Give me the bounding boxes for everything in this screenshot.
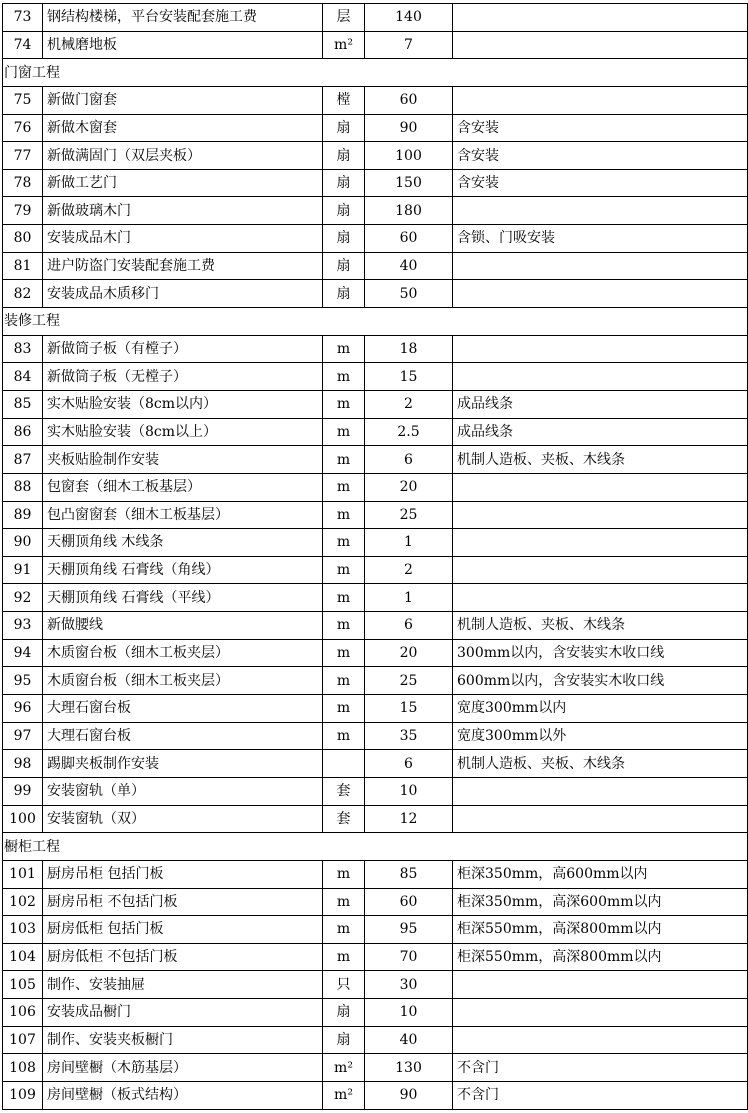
item-number-cell[interactable]: 76 [3,114,43,142]
item-name-cell[interactable]: 房间壁橱（木筋基层） [43,1054,323,1082]
price-cell[interactable]: 12 [365,805,453,833]
note-cell[interactable]: 600mm以内，含安装实木收口线 [453,667,748,695]
table-row [3,142,748,170]
item-name-cell[interactable]: 进户防盗门安装配套施工费 [43,252,323,280]
price-cell[interactable]: 40 [365,252,453,280]
price-cell[interactable]: 85 [365,860,453,888]
note-cell[interactable]: 不含门 [453,1054,748,1082]
unit-cell[interactable]: m [323,335,365,363]
price-cell[interactable]: 15 [365,695,453,723]
table-row [3,722,748,750]
price-table [2,3,748,1110]
table-row [3,390,748,418]
unit-cell[interactable]: m [323,556,365,584]
note-cell[interactable]: 含安装 [453,114,748,142]
item-number-cell[interactable]: 81 [3,252,43,280]
item-name-cell[interactable]: 新做玻璃木门 [43,197,323,225]
table-row [3,639,748,667]
note-cell[interactable] [453,501,748,529]
item-number-cell[interactable]: 78 [3,169,43,197]
price-cell[interactable]: 15 [365,363,453,391]
item-name-cell[interactable]: 安装成品木门 [43,225,323,253]
unit-cell[interactable]: 套 [323,777,365,805]
item-name-cell[interactable]: 包凸窗窗套（细木工板基层） [43,501,323,529]
note-cell[interactable]: 柜深350mm，高600mm以内 [453,860,748,888]
table-row [3,777,748,805]
unit-cell[interactable]: m [323,695,365,723]
price-table-body [3,4,748,1110]
note-cell[interactable]: 含锁、门吸安装 [453,225,748,253]
table-row [3,225,748,253]
price-cell[interactable]: 2.5 [365,418,453,446]
item-number-cell[interactable]: 97 [3,722,43,750]
item-name-cell[interactable]: 新做腰线 [43,612,323,640]
table-row [3,888,748,916]
item-name-cell[interactable]: 制作、安装夹板橱门 [43,1026,323,1054]
item-name-cell[interactable]: 安装成品木质移门 [43,280,323,308]
price-cell[interactable]: 60 [365,888,453,916]
price-cell[interactable]: 2 [365,556,453,584]
price-cell[interactable]: 130 [365,1054,453,1082]
table-row [3,1054,748,1082]
unit-cell[interactable]: 层 [323,4,365,32]
table-row [3,473,748,501]
item-number-cell[interactable]: 83 [3,335,43,363]
note-cell[interactable] [453,556,748,584]
price-cell[interactable]: 20 [365,639,453,667]
table-row [3,280,748,308]
price-cell[interactable]: 18 [365,335,453,363]
unit-cell[interactable]: m [323,860,365,888]
unit-cell[interactable]: m [323,501,365,529]
note-cell[interactable] [453,529,748,557]
unit-cell[interactable]: m [323,916,365,944]
table-row [3,1081,748,1109]
unit-cell[interactable]: 扇 [323,197,365,225]
item-name-cell[interactable]: 实木贴脸安装（8cm以内） [43,390,323,418]
table-row [3,556,748,584]
item-number-cell[interactable]: 96 [3,695,43,723]
note-cell[interactable] [453,777,748,805]
item-name-cell[interactable]: 夹板贴脸制作安装 [43,446,323,474]
unit-cell[interactable]: m² [323,1081,365,1109]
price-cell[interactable]: 60 [365,86,453,114]
unit-cell[interactable]: m [323,363,365,391]
item-number-cell[interactable]: 77 [3,142,43,170]
price-cell[interactable]: 100 [365,142,453,170]
unit-cell[interactable]: m [323,418,365,446]
unit-cell[interactable]: 扇 [323,280,365,308]
unit-cell[interactable]: m² [323,1054,365,1082]
unit-cell[interactable]: 扇 [323,1026,365,1054]
item-number-cell[interactable]: 94 [3,639,43,667]
note-cell[interactable]: 宽度300mm以内 [453,695,748,723]
unit-cell[interactable]: m [323,584,365,612]
price-cell[interactable]: 30 [365,971,453,999]
item-name-cell[interactable]: 厨房低柜 包括门板 [43,916,323,944]
price-cell[interactable]: 1 [365,529,453,557]
unit-cell[interactable]: 扇 [323,114,365,142]
item-name-cell[interactable]: 包窗套（细木工板基层） [43,473,323,501]
table-row [3,916,748,944]
item-number-cell[interactable]: 102 [3,888,43,916]
item-number-cell[interactable]: 108 [3,1054,43,1082]
price-cell[interactable]: 1 [365,584,453,612]
note-cell[interactable]: 机制人造板、夹板、木线条 [453,750,748,778]
table-row [3,971,748,999]
unit-cell[interactable]: 樘 [323,86,365,114]
item-number-cell[interactable]: 87 [3,446,43,474]
price-cell[interactable]: 6 [365,750,453,778]
unit-cell[interactable]: m [323,639,365,667]
table-row [3,31,748,59]
unit-cell[interactable]: 扇 [323,142,365,170]
item-name-cell[interactable]: 安装窗轨（单） [43,777,323,805]
note-cell[interactable] [453,473,748,501]
unit-cell[interactable]: m [323,722,365,750]
price-cell[interactable]: 6 [365,612,453,640]
note-cell[interactable]: 机制人造板、夹板、木线条 [453,446,748,474]
price-cell[interactable]: 7 [365,31,453,59]
item-number-cell[interactable]: 106 [3,999,43,1027]
item-name-cell[interactable]: 安装窗轨（双） [43,805,323,833]
table-row [3,750,748,778]
item-number-cell[interactable]: 82 [3,280,43,308]
note-cell[interactable] [453,197,748,225]
table-row [3,363,748,391]
table-row [3,4,748,32]
table-row [3,667,748,695]
item-name-cell[interactable]: 大理石窗台板 [43,695,323,723]
item-number-cell[interactable]: 104 [3,943,43,971]
table-row [3,501,748,529]
price-cell[interactable]: 10 [365,999,453,1027]
section-title[interactable]: 门窗工程 [3,59,748,87]
item-number-cell[interactable]: 80 [3,225,43,253]
unit-cell[interactable]: 套 [323,805,365,833]
unit-cell[interactable]: 扇 [323,169,365,197]
table-row [3,584,748,612]
item-number-cell[interactable]: 84 [3,363,43,391]
price-cell[interactable]: 35 [365,722,453,750]
item-name-cell[interactable]: 新做门窗套 [43,86,323,114]
table-row [3,418,748,446]
item-name-cell[interactable]: 钢结构楼梯，平台安装配套施工费 [43,4,323,32]
unit-cell[interactable]: 扇 [323,999,365,1027]
section-row [3,833,748,861]
price-cell[interactable]: 90 [365,1081,453,1109]
note-cell[interactable]: 含安装 [453,169,748,197]
item-number-cell[interactable]: 79 [3,197,43,225]
item-name-cell[interactable]: 新做满固门（双层夹板） [43,142,323,170]
table-row [3,612,748,640]
price-cell[interactable]: 40 [365,1026,453,1054]
note-cell[interactable] [453,1026,748,1054]
item-number-cell[interactable]: 74 [3,31,43,59]
item-name-cell[interactable]: 厨房低柜 不包括门板 [43,943,323,971]
section-title[interactable]: 装修工程 [3,308,748,336]
note-cell[interactable] [453,805,748,833]
price-cell[interactable]: 20 [365,473,453,501]
item-number-cell[interactable]: 89 [3,501,43,529]
note-cell[interactable] [453,584,748,612]
unit-cell[interactable]: m [323,667,365,695]
price-cell[interactable]: 180 [365,197,453,225]
unit-cell[interactable]: m [323,473,365,501]
item-name-cell[interactable]: 安装成品橱门 [43,999,323,1027]
table-row [3,169,748,197]
note-cell[interactable] [453,280,748,308]
item-name-cell[interactable]: 新做筒子板（有樘子） [43,335,323,363]
note-cell[interactable]: 不含门 [453,1081,748,1109]
item-name-cell[interactable]: 踢脚夹板制作安装 [43,750,323,778]
item-name-cell[interactable]: 新做筒子板（无樘子） [43,363,323,391]
note-cell[interactable] [453,86,748,114]
item-name-cell[interactable]: 木质窗台板（细木工板夹层） [43,667,323,695]
note-cell[interactable]: 机制人造板、夹板、木线条 [453,612,748,640]
price-cell[interactable]: 150 [365,169,453,197]
table-row [3,197,748,225]
price-cell[interactable]: 2 [365,390,453,418]
table-row [3,86,748,114]
note-cell[interactable]: 宽度300mm以外 [453,722,748,750]
unit-cell[interactable]: m [323,446,365,474]
note-cell[interactable]: 300mm以内，含安装实木收口线 [453,639,748,667]
item-name-cell[interactable]: 天棚顶角线 木线条 [43,529,323,557]
item-number-cell[interactable]: 85 [3,390,43,418]
unit-cell[interactable]: 只 [323,971,365,999]
unit-cell[interactable]: m [323,888,365,916]
item-number-cell[interactable]: 109 [3,1081,43,1109]
note-cell[interactable] [453,4,748,32]
item-name-cell[interactable]: 新做木窗套 [43,114,323,142]
note-cell[interactable]: 成品线条 [453,390,748,418]
note-cell[interactable]: 柜深350mm，高深600mm以内 [453,888,748,916]
table-row [3,114,748,142]
item-number-cell[interactable]: 75 [3,86,43,114]
table-row [3,1026,748,1054]
item-number-cell[interactable]: 101 [3,860,43,888]
unit-cell[interactable]: m [323,943,365,971]
note-cell[interactable] [453,31,748,59]
price-cell[interactable]: 60 [365,225,453,253]
item-number-cell[interactable]: 93 [3,612,43,640]
item-name-cell[interactable]: 大理石窗台板 [43,722,323,750]
item-number-cell[interactable]: 91 [3,556,43,584]
item-name-cell[interactable]: 厨房吊柜 包括门板 [43,860,323,888]
item-number-cell[interactable]: 107 [3,1026,43,1054]
unit-cell[interactable]: 扇 [323,225,365,253]
unit-cell[interactable]: m [323,390,365,418]
item-name-cell[interactable]: 天棚顶角线 石膏线（平线） [43,584,323,612]
note-cell[interactable] [453,363,748,391]
note-cell[interactable]: 成品线条 [453,418,748,446]
item-name-cell[interactable]: 制作、安装抽屉 [43,971,323,999]
item-number-cell[interactable]: 86 [3,418,43,446]
table-row [3,999,748,1027]
table-row [3,529,748,557]
table-row [3,252,748,280]
table-row [3,805,748,833]
note-cell[interactable]: 柜深550mm，高深800mm以内 [453,943,748,971]
price-cell[interactable]: 95 [365,916,453,944]
price-cell[interactable]: 70 [365,943,453,971]
table-row [3,860,748,888]
item-number-cell[interactable]: 95 [3,667,43,695]
item-number-cell[interactable]: 99 [3,777,43,805]
price-cell[interactable]: 50 [365,280,453,308]
unit-cell[interactable] [323,750,365,778]
price-cell[interactable]: 140 [365,4,453,32]
note-cell[interactable]: 含安装 [453,142,748,170]
price-cell[interactable]: 25 [365,667,453,695]
table-row [3,943,748,971]
item-name-cell[interactable]: 房间壁橱（板式结构） [43,1081,323,1109]
note-cell[interactable] [453,252,748,280]
item-name-cell[interactable]: 天棚顶角线 石膏线（角线） [43,556,323,584]
table-row [3,335,748,363]
unit-cell[interactable]: m [323,529,365,557]
item-number-cell[interactable]: 88 [3,473,43,501]
price-cell[interactable]: 90 [365,114,453,142]
note-cell[interactable] [453,971,748,999]
item-number-cell[interactable]: 100 [3,805,43,833]
price-cell[interactable]: 10 [365,777,453,805]
item-name-cell[interactable]: 木质窗台板（细木工板夹层） [43,639,323,667]
section-row [3,308,748,336]
item-number-cell[interactable]: 105 [3,971,43,999]
item-name-cell[interactable]: 实木贴脸安装（8cm以上） [43,418,323,446]
price-cell[interactable]: 6 [365,446,453,474]
item-name-cell[interactable]: 厨房吊柜 不包括门板 [43,888,323,916]
unit-cell[interactable]: 扇 [323,252,365,280]
note-cell[interactable]: 柜深550mm，高深800mm以内 [453,916,748,944]
price-cell[interactable]: 25 [365,501,453,529]
unit-cell[interactable]: m [323,612,365,640]
section-title[interactable]: 橱柜工程 [3,833,748,861]
item-number-cell[interactable]: 98 [3,750,43,778]
item-number-cell[interactable]: 90 [3,529,43,557]
unit-cell[interactable]: m² [323,31,365,59]
item-number-cell[interactable]: 103 [3,916,43,944]
table-row [3,695,748,723]
section-row [3,59,748,87]
table-row [3,446,748,474]
item-name-cell[interactable]: 机械磨地板 [43,31,323,59]
item-name-cell[interactable]: 新做工艺门 [43,169,323,197]
item-number-cell[interactable]: 73 [3,4,43,32]
note-cell[interactable] [453,999,748,1027]
note-cell[interactable] [453,335,748,363]
item-number-cell[interactable]: 92 [3,584,43,612]
